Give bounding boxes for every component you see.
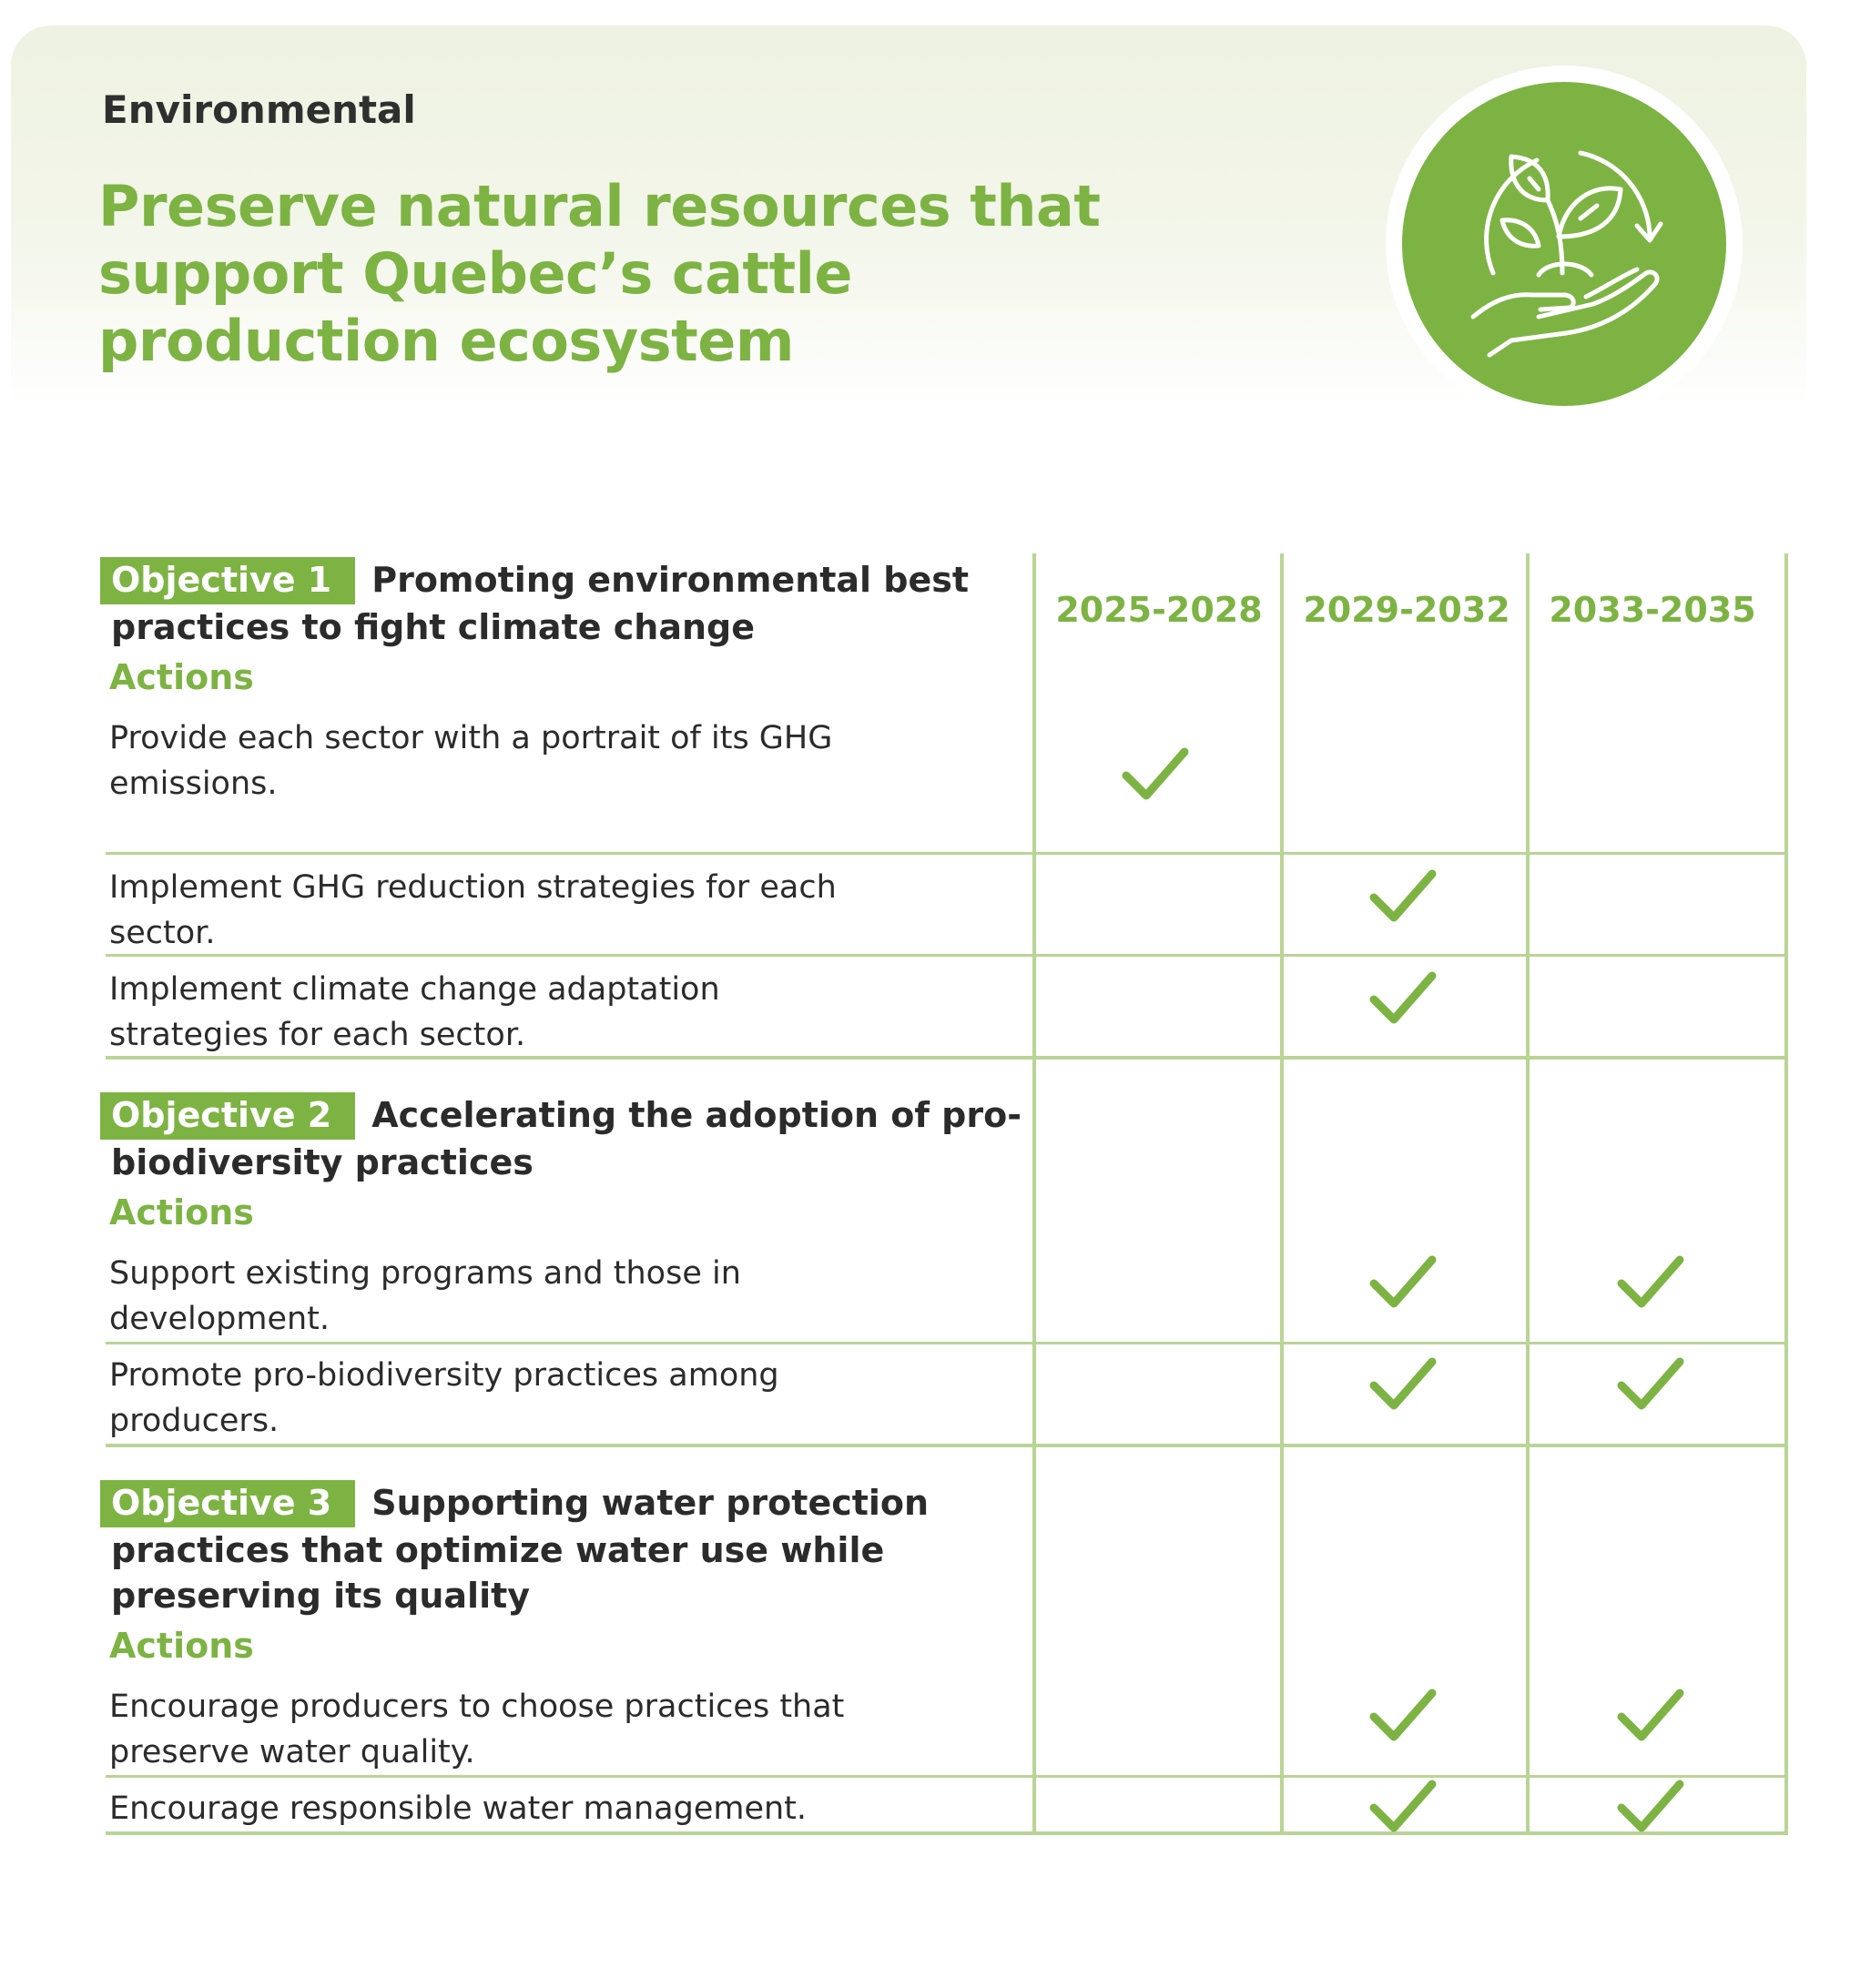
action-text [109,715,947,806]
action-line: sector. [109,915,216,951]
action-line: preserve water quality. [109,1734,475,1770]
action-line: Promote pro-biodiversity practices among [109,1357,779,1394]
check-icon [1121,745,1190,803]
action-line: Implement GHG reduction strategies for each [109,869,837,906]
year-header: 2025-2028 [1055,590,1263,630]
section-divider [106,1056,1788,1060]
check-icon [1368,1686,1438,1744]
action-line: development. [109,1301,330,1337]
objective-title: Supporting water protection [371,1483,930,1523]
row-divider [106,1775,1788,1778]
action-line: emissions. [109,766,278,802]
action-text [109,1684,947,1775]
action-line: Support existing programs and those in [109,1255,741,1292]
objective-tag: Objective 3 [100,1480,355,1527]
action-text [109,1353,947,1444]
row-divider [106,1342,1788,1344]
check-icon [1368,1253,1438,1311]
column-divider [1784,553,1788,1833]
check-icon [1368,1777,1438,1835]
check-icon [1368,969,1438,1027]
action-line: Provide each sector with a portrait of its GHG [109,720,833,756]
objective-title: preserving its quality [111,1576,531,1616]
year-header: 2029-2032 [1303,590,1510,630]
action-line: Encourage responsible water management. [109,1790,808,1827]
objective-tag: Objective 1 [100,557,355,604]
check-icon [1616,1777,1685,1835]
page-title-line: Preserve natural resources that [98,173,1101,239]
objective-title: biodiversity practices [111,1142,534,1182]
page-title [98,173,1191,375]
column-divider [1526,553,1530,1833]
column-divider [1280,553,1284,1833]
objective-heading [106,1480,1034,1618]
action-text [109,1786,947,1831]
page-title-line: support Quebec’s cattle [98,240,852,307]
objective-tag: Objective 2 [100,1092,355,1140]
objective-title: Promoting environmental best [371,560,970,600]
section-divider [106,1444,1788,1447]
check-icon [1368,1354,1438,1413]
objective-title: Accelerating the adoption of pro- [371,1095,1022,1135]
sprout-in-hand-cycle-icon [1402,82,1726,406]
action-line: producers. [109,1403,280,1439]
actions-label: Actions [109,1192,254,1232]
objective-heading [106,557,1034,650]
objective-heading [106,1092,1034,1185]
objective-title: practices that optimize water use while [111,1530,885,1570]
action-text [109,865,947,956]
action-line: Implement climate change adaptation [109,971,720,1008]
check-icon [1368,867,1438,925]
emblem [1386,66,1743,422]
check-icon [1616,1253,1685,1311]
action-text [109,1251,947,1342]
check-icon [1616,1686,1685,1744]
table-bottom-border [106,1831,1788,1835]
section-label: Environmental [102,87,416,132]
column-divider [1032,553,1036,1833]
year-header: 2033-2035 [1549,590,1756,630]
action-line: strategies for each sector. [109,1017,526,1053]
row-divider [106,852,1788,855]
page-title-line: production ecosystem [98,308,794,374]
row-divider [106,954,1788,957]
action-line: Encourage producers to choose practices that [109,1689,845,1725]
action-text [109,967,947,1058]
actions-label: Actions [109,657,254,697]
objective-title: practices to fight climate change [111,607,755,647]
check-icon [1616,1354,1685,1413]
actions-label: Actions [109,1626,254,1666]
objectives-table [106,553,1788,1835]
